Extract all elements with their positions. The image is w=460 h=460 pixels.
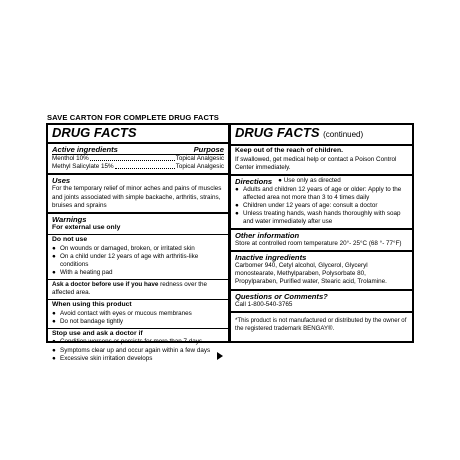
bullet-icon: ● <box>52 338 56 346</box>
drug-facts-panel-left <box>46 123 230 362</box>
questions-header: Questions or Comments? <box>235 291 328 301</box>
ingredient-purpose: Topical Analgesic <box>175 155 224 162</box>
when-using-section <box>48 299 228 328</box>
purpose-header: Purpose <box>193 145 224 154</box>
other-information-header: Other information <box>235 231 300 241</box>
directions-header-row <box>235 177 408 186</box>
bullet-icon: ● <box>52 309 56 317</box>
other-information-section <box>231 228 412 250</box>
bullet-icon: ● <box>52 252 56 260</box>
list-item-text: Condition worsens or persists for more than 7 days <box>60 338 203 346</box>
ingredient-purpose: Topical Analgesic <box>175 163 224 171</box>
uses-header: Uses <box>52 176 71 186</box>
list-item-text: Excessive skin irritation develops <box>60 354 153 362</box>
active-ingredients-header: Active ingredients <box>52 145 118 154</box>
list-item-text: Avoid contact with eyes or mucous membranes <box>60 309 192 317</box>
drug-facts-panel-right <box>229 123 414 343</box>
list-item-text: On wounds or damaged, broken, or irritated skin <box>60 244 195 252</box>
phone-number: Call 1-800-540-3765 <box>235 300 293 308</box>
do-not-use-section <box>48 234 228 279</box>
list-item-text: Do not bandage tightly <box>60 317 124 325</box>
list-item <box>52 318 224 326</box>
drug-facts-title-continued <box>231 125 412 146</box>
drug-facts-title-text: DRUG FACTS <box>235 125 320 140</box>
list-item-text: Unless treating hands, wash hands thoroughly with soap and water immediately after use <box>243 209 401 226</box>
list-item <box>52 338 224 346</box>
questions-section <box>231 289 412 311</box>
dot-leader <box>115 163 175 169</box>
continued-label: (continued) <box>323 130 364 139</box>
dot-leader <box>90 155 175 161</box>
ask-doctor-bold: Ask a doctor before use if you have <box>52 281 159 289</box>
directions-first-item: Use only as directed <box>283 176 341 184</box>
stop-use-section <box>48 328 228 365</box>
bullet-icon: ● <box>52 354 56 362</box>
list-item-text: On a child under 12 years of age with arthritis-like conditions <box>60 252 199 268</box>
keep-out-header: Keep out of the reach of children. <box>235 147 344 154</box>
bullet-icon: ● <box>235 209 239 217</box>
keep-out-section <box>231 146 412 174</box>
bullet-icon: ● <box>52 268 56 276</box>
trademark-footnote: *This product is not manufactured or distributed by the owner of the registered trademark BENGAY®. <box>231 311 412 337</box>
directions-header: Directions <box>235 176 273 186</box>
ask-doctor-section <box>48 279 228 299</box>
inactive-ingredients-section <box>231 250 412 288</box>
ingredient-name: Methyl Salicylate 15% <box>52 163 114 171</box>
list-item <box>235 186 408 202</box>
ask-doctor-text <box>52 281 224 297</box>
warnings-section <box>48 212 228 235</box>
list-item <box>52 253 224 269</box>
bullet-icon: ● <box>52 317 56 325</box>
bullet-icon: ● <box>235 185 239 193</box>
do-not-use-header: Do not use <box>52 236 88 244</box>
bullet-icon: ● <box>52 346 56 354</box>
when-using-header: When using this product <box>52 301 132 309</box>
list-item <box>52 347 224 355</box>
uses-text: For the temporary relief of minor aches and pains of muscles and joints associated with simple backache, arthritis, strains, bruises and sprains <box>52 185 222 209</box>
list-item-text: With a heating pad <box>60 268 113 276</box>
inactive-ingredients-text: Carbomer 940, Cetyl alcohol, Glycerol, Glyceryl monostearate, Methylparaben, Polysorbate 80, Propylparaben, Purified water, Stearic acid, Trolamine. <box>235 262 387 286</box>
keep-out-text: If swallowed, get medical help or contact a Poison Control Center immediately. <box>235 155 397 171</box>
list-item <box>52 269 224 277</box>
list-item-text: Symptoms clear up and occur again within a few days <box>60 346 211 354</box>
bullet-icon: ● <box>278 176 284 184</box>
warnings-header: Warnings <box>52 214 87 224</box>
stop-use-header: Stop use and ask a doctor if <box>52 329 143 337</box>
bullet-icon: ● <box>52 244 56 252</box>
continue-arrow-icon <box>217 352 223 360</box>
list-item <box>235 210 408 226</box>
uses-section <box>48 173 228 211</box>
active-ingredients-section <box>48 144 228 173</box>
ingredient-name: Menthol 10% <box>52 155 89 162</box>
save-carton-notice: SAVE CARTON FOR COMPLETE DRUG FACTS <box>47 113 219 122</box>
active-ingredient-row <box>52 155 224 163</box>
bullet-icon: ● <box>235 201 239 209</box>
active-ingredient-row <box>52 163 224 171</box>
list-item <box>52 355 224 363</box>
drug-facts-title: DRUG FACTS <box>48 125 228 144</box>
external-use-text: For external use only <box>52 223 121 231</box>
inactive-ingredients-header: Inactive ingredients <box>235 253 307 263</box>
list-item <box>235 202 408 210</box>
ask-doctor-rest: redness over the affected area. <box>52 281 208 297</box>
other-information-text: Store at controlled room temperature 20°- 25°C (68 °- 77°F) <box>235 240 402 248</box>
list-item <box>52 245 224 253</box>
directions-section <box>231 174 412 228</box>
list-item <box>52 310 224 318</box>
list-item-text: Children under 12 years of age: consult a doctor <box>243 201 378 209</box>
active-ingredients-header-row <box>52 145 224 155</box>
list-item-text: Adults and children 12 years of age or older: Apply to the affected area not more than 3 to 4 times daily <box>243 185 402 201</box>
